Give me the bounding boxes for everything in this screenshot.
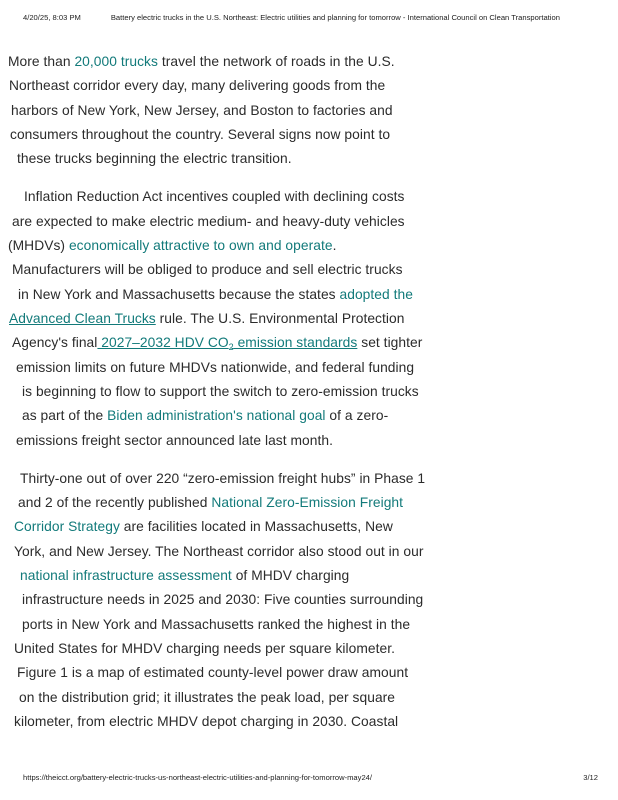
text-line: harbors of New York, New Jersey, and Boston to factories and bbox=[11, 102, 393, 118]
link-corridor-strategy[interactable]: Corridor Strategy bbox=[14, 519, 120, 535]
text-line: and 2 of the recently published National Zero-Emission Freight bbox=[18, 494, 404, 510]
link-biden-national-goal[interactable]: Biden administration's national goal bbox=[107, 408, 326, 424]
text-line: consumers throughout the country. Several signs now point to bbox=[10, 127, 391, 143]
paragraph-2 bbox=[0, 185, 500, 453]
text-line: is beginning to flow to support the switch to zero-emission trucks bbox=[22, 383, 419, 399]
paragraph-3 bbox=[0, 467, 500, 735]
text-line: Figure 1 is a map of estimated county-level power draw amount bbox=[17, 665, 409, 681]
text-line: infrastructure needs in 2025 and 2030: Five counties surrounding bbox=[22, 592, 424, 608]
text-line: these trucks beginning the electric transition. bbox=[17, 151, 292, 167]
text-line: on the distribution grid; it illustrates the peak load, per square bbox=[19, 689, 396, 705]
link-adopted-the-act[interactable]: adopted the bbox=[339, 286, 413, 302]
print-header bbox=[23, 13, 608, 22]
text-line: York, and New Jersey. The Northeast corridor also stood out in our bbox=[14, 543, 424, 559]
text-line: Northeast corridor every day, many delivering goods from the bbox=[9, 78, 386, 94]
text-line: Manufacturers will be obliged to produce and sell electric trucks bbox=[12, 262, 403, 278]
link-national-zero-emission-freight[interactable]: National Zero-Emission Freight bbox=[211, 494, 404, 510]
print-footer bbox=[23, 773, 598, 782]
text-line: ports in New York and Massachusetts ranked the highest in the bbox=[22, 616, 411, 632]
print-page-number: 3/12 bbox=[583, 773, 598, 782]
text-line: as part of the Biden administration's national goal of a zero- bbox=[22, 408, 389, 424]
text-line: Corridor Strategy are facilities located in Massachusetts, New bbox=[14, 519, 393, 535]
text-line: in New York and Massachusetts because the states adopted the bbox=[18, 286, 413, 302]
link-emission-standards[interactable]: 2027–2032 HDV $CO_2$ emission standards bbox=[97, 335, 358, 353]
text-line: Thirty-one out of over 220 “zero-emission freight hubs” in Phase 1 bbox=[20, 470, 426, 486]
text-line: More than 20,000 trucks travel the network of roads in the U.S. bbox=[8, 54, 395, 69]
text-line: kilometer, from electric MHDV depot charging in 2030. Coastal bbox=[14, 713, 399, 729]
print-title: Battery electric trucks in the U.S. Northeast: Electric utilities and planning for tomorrow - International Council on Clean Transportation bbox=[110, 13, 560, 22]
link-20000-trucks[interactable]: 20,000 trucks bbox=[74, 54, 158, 69]
link-national-infrastructure-assessment[interactable]: national infrastructure assessment bbox=[20, 567, 232, 583]
link-advanced-clean-trucks[interactable]: Advanced Clean Trucks bbox=[9, 310, 156, 326]
text-line: are expected to make electric medium- and heavy-duty vehicles bbox=[12, 213, 405, 229]
paragraph-1 bbox=[0, 50, 500, 172]
text-line: national infrastructure assessment of MHDV charging bbox=[20, 567, 350, 583]
text-line: Agency's final 2027–2032 HDV $CO_2$ emission standards set tighter bbox=[12, 335, 423, 353]
link-economically-attractive[interactable]: economically attractive to own and operate bbox=[68, 237, 333, 253]
text-line: United States for MHDV charging needs per square kilometer. bbox=[14, 640, 396, 656]
article-body bbox=[0, 50, 500, 734]
print-datetime: 4/20/25, 8:03 PM bbox=[23, 13, 81, 22]
text-line: Inflation Reduction Act incentives coupled with declining costs bbox=[24, 189, 405, 205]
text-line: emission limits on future MHDVs nationwide, and federal funding bbox=[16, 359, 415, 375]
text-line: emissions freight sector announced late last month. bbox=[16, 432, 333, 448]
text-line: (MHDVs) economically attractive to own and operate. bbox=[8, 237, 337, 253]
print-url: https://theicct.org/battery-electric-trucks-us-northeast-electric-utilities-and-planning-for-tomorrow-may24/ bbox=[23, 773, 373, 782]
text-line: Advanced Clean Trucks rule. The U.S. Environmental Protection bbox=[9, 310, 405, 326]
